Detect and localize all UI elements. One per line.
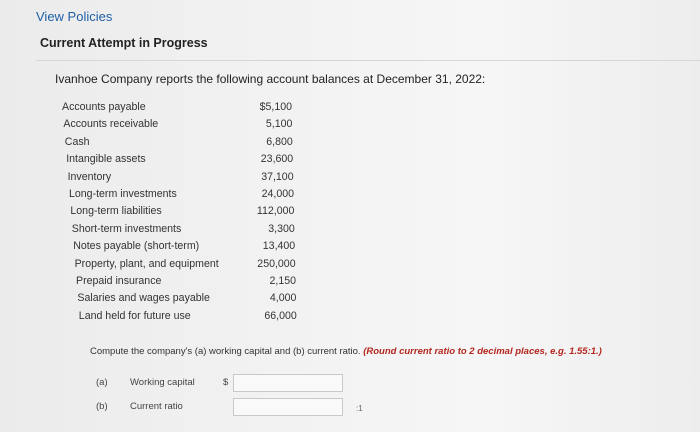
problem-instructions [90,346,602,357]
rounding-hint: (Round current ratio to 2 decimal places, e.g. 1.55:1.) [363,346,602,357]
account-value: 37,100 [261,170,294,183]
answer-label: Working capital [130,377,195,388]
current-ratio-input[interactable] [233,398,343,416]
answer-row-working-capital [96,374,396,394]
answer-letter: (a) [96,377,108,388]
account-value: $5,100 [259,101,292,113]
ratio-suffix: :1 [356,404,363,413]
account-name: Prepaid insurance [76,274,162,287]
account-name: Short-term investments [71,222,182,235]
account-value: 4,000 [269,292,297,305]
working-capital-input[interactable] [233,374,343,392]
problem-intro: Ivanhoe Company reports the following account balances at December 31, 2022: [55,72,486,86]
account-value: 24,000 [261,187,294,200]
account-value: 2,150 [269,274,296,287]
account-value: 5,100 [265,118,293,131]
answer-label: Current ratio [130,401,183,412]
answer-row-current-ratio [96,398,396,418]
header-divider [36,60,700,61]
account-value: 250,000 [257,257,296,270]
account-value: 3,300 [268,222,295,235]
account-name: Cash [64,135,90,148]
attempt-status: Current Attempt in Progress [40,36,208,50]
account-value: 6,800 [266,135,293,148]
account-name: Salaries and wages payable [77,292,210,305]
account-name: Land held for future use [78,309,191,322]
account-name: Notes payable (short-term) [73,240,200,253]
account-name: Intangible assets [66,153,146,166]
account-name: Inventory [67,170,112,183]
account-value: 13,400 [262,240,296,253]
account-value: 112,000 [256,205,295,218]
account-name: Property, plant, and equipment [74,257,219,270]
account-value: 23,600 [260,153,294,166]
account-name: Long-term investments [69,187,177,200]
dollar-sign: $ [223,377,229,388]
account-name: Accounts receivable [63,118,159,131]
account-name: Long-term liabilities [70,205,162,218]
instruction-text: Compute the company's (a) working capital and (b) current ratio. [90,346,361,357]
view-policies-link[interactable]: View Policies [36,9,113,24]
account-name: Accounts payable [62,101,146,113]
answer-letter: (b) [96,401,108,412]
account-value: 66,000 [264,309,297,322]
